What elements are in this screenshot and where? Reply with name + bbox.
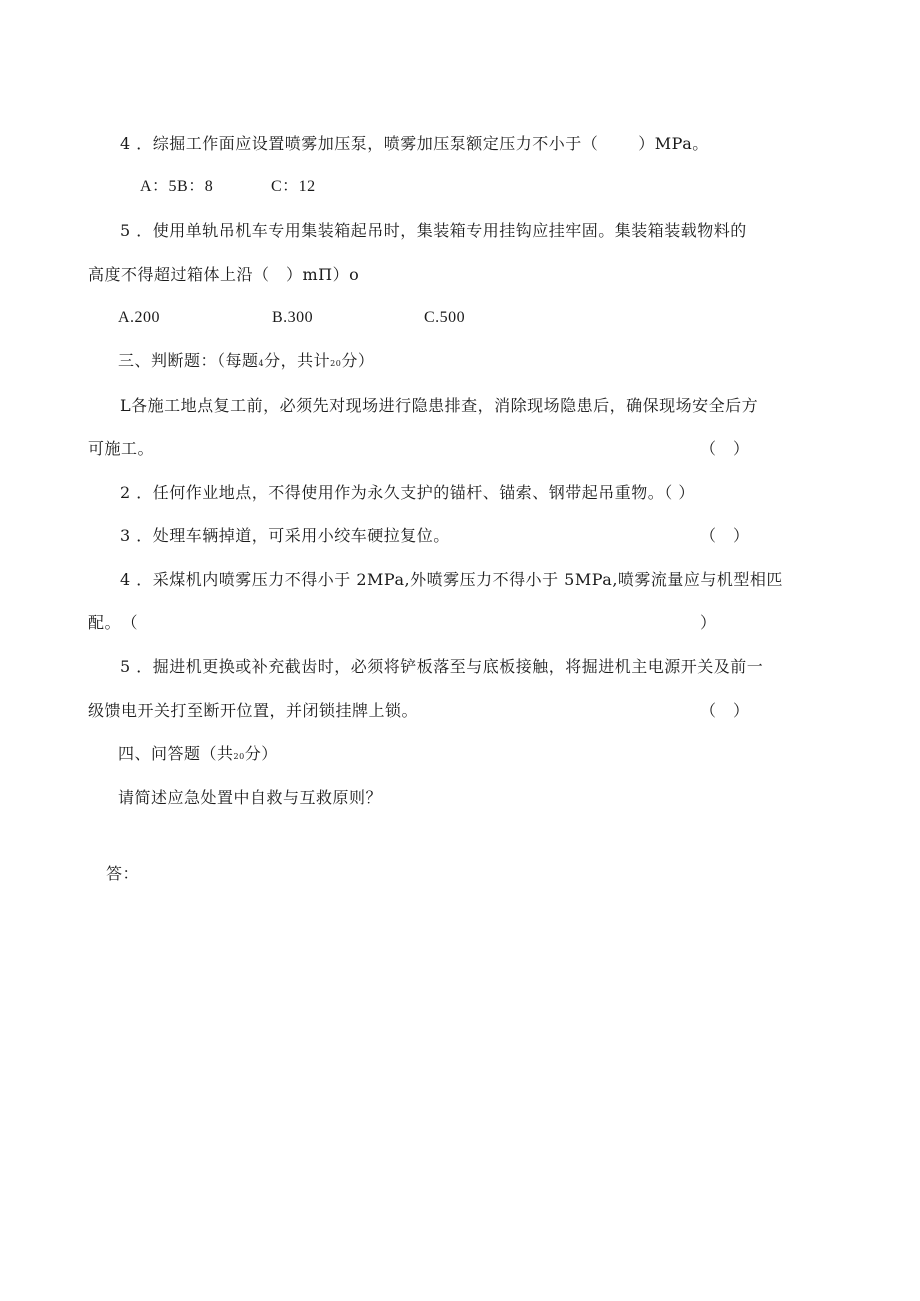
q5-line2: 高度不得超过箱体上沿（ ）mΠ）o bbox=[88, 265, 360, 284]
j1-line1: L各施工地点复工前，必须先对现场进行隐患排查，消除现场隐患后，确保现场安全后方 bbox=[120, 396, 759, 415]
section3-points-each: 4 bbox=[258, 359, 265, 368]
j2-text: 2 ．任何作业地点，不得使用作为永久支护的锚杆、锚索、钢带起吊重物。（ ） bbox=[120, 483, 695, 502]
j3-text: 3 ．处理车辆掉道，可采用小绞车硬拉复位。 bbox=[120, 526, 450, 545]
section4-prefix: 四、问答题（共 bbox=[118, 744, 234, 763]
answer-label: 答： bbox=[106, 864, 140, 883]
essay-question: 请简述应急处置中自救与互救原则？ bbox=[118, 788, 383, 807]
q5-option-c: C.500 bbox=[424, 309, 466, 326]
q5-option-a: A.200 bbox=[118, 309, 161, 326]
q5-option-b: B.300 bbox=[272, 309, 314, 326]
q4-text: 4 ．综掘工作面应设置喷雾加压泵，喷雾加压泵额定压力不小于（ bbox=[120, 134, 599, 153]
j1-answer-bracket: （ ） bbox=[700, 439, 750, 458]
q5-line1: 5 ．使用单轨吊机车专用集装箱起吊时，集装箱专用挂钩应挂牢固。集装箱装载物料的 bbox=[120, 221, 747, 240]
section3-heading bbox=[118, 351, 374, 374]
j3-answer-bracket: （ ） bbox=[700, 526, 750, 545]
q4-option-c: C：12 bbox=[271, 178, 316, 195]
section3-mid: 分，共计 bbox=[264, 351, 331, 370]
q4-options-ab: A：5B：8 bbox=[140, 178, 214, 195]
section4-points: 20 bbox=[233, 752, 245, 761]
j1-line2: 可施工。 bbox=[88, 439, 155, 458]
j4-line2: 配。 （ bbox=[88, 613, 139, 632]
j4-line1: 4 ．采煤机内喷雾压力不得小于 2MPa,外喷雾压力不得小于 5MPa,喷雾流量应与机型相匹 bbox=[120, 570, 783, 589]
q4-close: ）MPa。 bbox=[638, 134, 709, 153]
q4-stem bbox=[120, 134, 709, 154]
section4-heading bbox=[118, 744, 278, 767]
section4-suffix: 分） bbox=[244, 744, 278, 763]
section3-suffix: 分） bbox=[341, 351, 375, 370]
j4-answer-close: ） bbox=[700, 613, 717, 632]
section3-prefix: 三、判断题：（每题 bbox=[118, 351, 259, 370]
j5-line2: 级馈电开关打至断开位置，并闭锁挂牌上锁。 bbox=[88, 701, 419, 720]
j5-answer-bracket: （ ） bbox=[700, 701, 750, 720]
j5-line1: 5 ．掘进机更换或补充截齿时，必须将铲板落至与底板接触，将掘进机主电源开关及前一 bbox=[120, 657, 764, 676]
section3-points-total: 20 bbox=[330, 359, 342, 368]
